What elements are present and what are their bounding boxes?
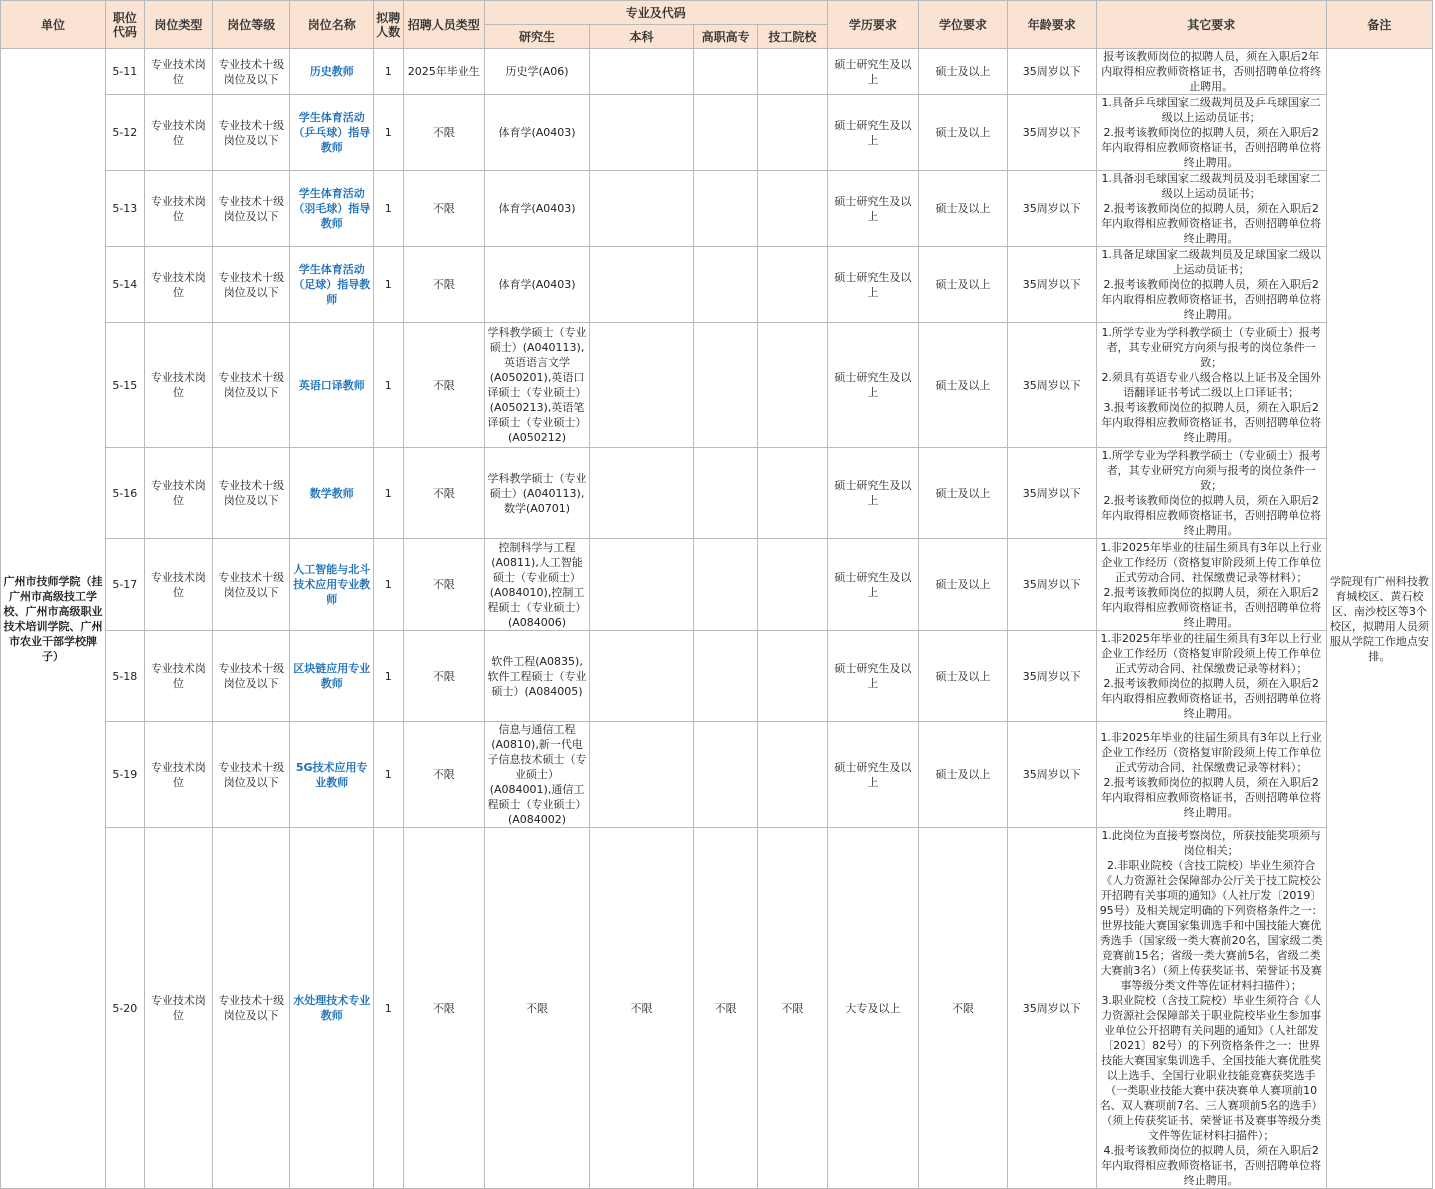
post-level: 专业技术十级岗位及以下 — [212, 247, 289, 323]
education: 硕士研究生及以上 — [827, 323, 919, 448]
degree: 不限 — [919, 828, 1008, 1189]
recruit-type: 不限 — [403, 539, 485, 631]
header-post-name: 岗位名称 — [290, 1, 374, 49]
age: 35周岁以下 — [1007, 539, 1096, 631]
technical-major — [758, 539, 827, 631]
post-code: 5-20 — [105, 828, 144, 1189]
grad-major: 信息与通信工程(A0810),新一代电子信息技术硕士（专业硕士）(A084001),通信工程硕士（专业硕士）(A084002) — [485, 722, 590, 828]
post-type: 专业技术岗位 — [144, 539, 212, 631]
recruit-type: 不限 — [403, 631, 485, 722]
table-row — [1, 323, 1433, 448]
header-age: 年龄要求 — [1007, 1, 1096, 49]
grad-major: 控制科学与工程(A0811),人工智能硕士（专业硕士）(A084010),控制工程硕士（专业硕士）(A084006) — [485, 539, 590, 631]
education: 大专及以上 — [827, 828, 919, 1189]
undergrad-major — [590, 323, 694, 448]
age: 35周岁以下 — [1007, 323, 1096, 448]
grad-major: 体育学(A0403) — [485, 171, 590, 247]
education: 硕士研究生及以上 — [827, 171, 919, 247]
technical-major — [758, 95, 827, 171]
vocational-major — [693, 49, 757, 95]
post-name: 5G技术应用专业教师 — [290, 722, 374, 828]
technical-major — [758, 323, 827, 448]
post-code: 5-11 — [105, 49, 144, 95]
technical-major — [758, 49, 827, 95]
post-name: 英语口译教师 — [290, 323, 374, 448]
post-code: 5-15 — [105, 323, 144, 448]
other-requirements: 报考该教师岗位的拟聘人员，须在入职后2年内取得相应教师资格证书，否则招聘单位将终止聘用。 — [1096, 49, 1326, 95]
education: 硕士研究生及以上 — [827, 247, 919, 323]
count: 1 — [373, 95, 403, 171]
post-type: 专业技术岗位 — [144, 323, 212, 448]
degree: 硕士及以上 — [919, 323, 1008, 448]
technical-major: 不限 — [758, 828, 827, 1189]
post-type: 专业技术岗位 — [144, 247, 212, 323]
header-degree: 学位要求 — [919, 1, 1008, 49]
count: 1 — [373, 828, 403, 1189]
vocational-major: 不限 — [693, 828, 757, 1189]
post-level: 专业技术十级岗位及以下 — [212, 539, 289, 631]
header-vocational: 高职高专 — [693, 25, 757, 49]
technical-major — [758, 448, 827, 539]
post-name: 历史教师 — [290, 49, 374, 95]
education: 硕士研究生及以上 — [827, 448, 919, 539]
recruit-type: 不限 — [403, 171, 485, 247]
post-level: 专业技术十级岗位及以下 — [212, 631, 289, 722]
table-row — [1, 171, 1433, 247]
vocational-major — [693, 722, 757, 828]
recruit-type: 不限 — [403, 448, 485, 539]
post-code: 5-19 — [105, 722, 144, 828]
post-name: 水处理技术专业教师 — [290, 828, 374, 1189]
table-row — [1, 828, 1433, 1189]
count: 1 — [373, 247, 403, 323]
table-row — [1, 247, 1433, 323]
remark: 学院现有广州科技教育城校区、黄石校区、南沙校区等3个校区，拟聘用人员须服从学院工作地点安排。 — [1326, 49, 1432, 1189]
recruit-type: 2025年毕业生 — [403, 49, 485, 95]
header-count: 拟聘人数 — [373, 1, 403, 49]
post-name: 学生体育活动（乒乓球）指导教师 — [290, 95, 374, 171]
undergrad-major — [590, 95, 694, 171]
count: 1 — [373, 631, 403, 722]
post-code: 5-17 — [105, 539, 144, 631]
age: 35周岁以下 — [1007, 448, 1096, 539]
header-grad: 研究生 — [485, 25, 590, 49]
undergrad-major — [590, 631, 694, 722]
recruit-type: 不限 — [403, 828, 485, 1189]
count: 1 — [373, 323, 403, 448]
post-name: 区块链应用专业教师 — [290, 631, 374, 722]
age: 35周岁以下 — [1007, 171, 1096, 247]
age: 35周岁以下 — [1007, 49, 1096, 95]
post-level: 专业技术十级岗位及以下 — [212, 448, 289, 539]
other-requirements: 1.所学专业为学科教学硕士（专业硕士）报考者，其专业研究方向须与报考的岗位条件一致； 2.报考该教师岗位的拟聘人员，须在入职后2年内取得相应教师资格证书，否则招聘单位将终止聘用。 — [1096, 448, 1326, 539]
post-name: 学生体育活动（足球）指导教师 — [290, 247, 374, 323]
post-type: 专业技术岗位 — [144, 722, 212, 828]
age: 35周岁以下 — [1007, 828, 1096, 1189]
degree: 硕士及以上 — [919, 631, 1008, 722]
age: 35周岁以下 — [1007, 95, 1096, 171]
undergrad-major — [590, 539, 694, 631]
education: 硕士研究生及以上 — [827, 95, 919, 171]
header-unit: 单位 — [1, 1, 106, 49]
undergrad-major — [590, 722, 694, 828]
header-post-type: 岗位类型 — [144, 1, 212, 49]
other-requirements: 1.具备羽毛球国家二级裁判员及羽毛球国家二级以上运动员证书； 2.报考该教师岗位的拟聘人员，须在入职后2年内取得相应教师资格证书，否则招聘单位将终止聘用。 — [1096, 171, 1326, 247]
post-level: 专业技术十级岗位及以下 — [212, 323, 289, 448]
count: 1 — [373, 722, 403, 828]
post-type: 专业技术岗位 — [144, 631, 212, 722]
degree: 硕士及以上 — [919, 95, 1008, 171]
vocational-major — [693, 631, 757, 722]
age: 35周岁以下 — [1007, 722, 1096, 828]
degree: 硕士及以上 — [919, 171, 1008, 247]
education: 硕士研究生及以上 — [827, 722, 919, 828]
post-code: 5-16 — [105, 448, 144, 539]
post-type: 专业技术岗位 — [144, 448, 212, 539]
table-row — [1, 722, 1433, 828]
other-requirements: 1.非2025年毕业的往届生须具有3年以上行业企业工作经历（资格复审阶段须上传工作单位正式劳动合同、社保缴费记录等材料）； 2.报考该教师岗位的拟聘人员，须在入职后2年内取得相应教师资格证书，否则招聘单位将终止聘用。 — [1096, 631, 1326, 722]
count: 1 — [373, 171, 403, 247]
recruit-type: 不限 — [403, 722, 485, 828]
post-name: 学生体育活动（羽毛球）指导教师 — [290, 171, 374, 247]
table-body — [1, 49, 1433, 1189]
header-undergrad: 本科 — [590, 25, 694, 49]
grad-major: 软件工程(A0835),软件工程硕士（专业硕士）(A084005) — [485, 631, 590, 722]
grad-major: 学科教学硕士（专业硕士）(A040113),英语语言文学(A050201),英语口译硕士（专业硕士）(A050213),英语笔译硕士（专业硕士）(A050212) — [485, 323, 590, 448]
grad-major: 不限 — [485, 828, 590, 1189]
count: 1 — [373, 448, 403, 539]
header-post-code: 职位代码 — [105, 1, 144, 49]
table-row — [1, 448, 1433, 539]
post-level: 专业技术十级岗位及以下 — [212, 828, 289, 1189]
degree: 硕士及以上 — [919, 448, 1008, 539]
header-technical: 技工院校 — [758, 25, 827, 49]
table-row — [1, 539, 1433, 631]
header-post-level: 岗位等级 — [212, 1, 289, 49]
header-education: 学历要求 — [827, 1, 919, 49]
post-type: 专业技术岗位 — [144, 49, 212, 95]
post-code: 5-12 — [105, 95, 144, 171]
header-other: 其它要求 — [1096, 1, 1326, 49]
post-type: 专业技术岗位 — [144, 828, 212, 1189]
count: 1 — [373, 49, 403, 95]
post-name: 数学教师 — [290, 448, 374, 539]
grad-major: 体育学(A0403) — [485, 247, 590, 323]
other-requirements: 1.此岗位为直接考察岗位，所获技能奖项须与岗位相关； 2.非职业院校（含技工院校）毕业生须符合《人力资源社会保障部办公厅关于技工院校公开招聘有关事项的通知》（人社厅发〔2019〕95号）及相关规定明确的下列资格条件之一：世界技能大赛国家集训选手和中国技能大赛优秀选手（国家级一类大赛前20名，国家级二类竞赛前15名；省级一类大赛前5名，省级二类大赛前3名）（须上传获奖证书、荣誉证书及赛事等级分类文件等佐证材料扫描件）； 3.职业院校（含技工院校）毕业生须符合《人力资源社会保障部关于职业院校毕业生参加事业单位公开招聘有关问题的通知》（人社部发〔2021〕82号）的下列资格条件之一：世界技能大赛国家集训选手、全国技能大赛优胜奖以上选手、全国行业职业技能竞赛获奖选手（一类职业技能大赛中获决赛单人赛项前10名、双人赛项前7名、三人赛项前5名的选手）（须上传获奖证书、荣誉证书及赛事等级分类文件等佐证材料扫描件）； 4.报考该教师岗位的拟聘人员，须在入职后2年内取得相应教师资格证书，否则招聘单位将终止聘用。 — [1096, 828, 1326, 1189]
header-major-group: 专业及代码 — [485, 1, 827, 25]
technical-major — [758, 171, 827, 247]
other-requirements: 1.所学专业为学科教学硕士（专业硕士）报考者，其专业研究方向须与报考的岗位条件一致； 2.须具有英语专业八级合格以上证书及全国外语翻译证书考试二级以上口译证书； 3.报考该教师岗位的拟聘人员，须在入职后2年内取得相应教师资格证书，否则招聘单位将终止聘用。 — [1096, 323, 1326, 448]
technical-major — [758, 631, 827, 722]
post-code: 5-14 — [105, 247, 144, 323]
other-requirements: 1.具备足球国家二级裁判员及足球国家二级以上运动员证书； 2.报考该教师岗位的拟聘人员，须在入职后2年内取得相应教师资格证书，否则招聘单位将终止聘用。 — [1096, 247, 1326, 323]
vocational-major — [693, 539, 757, 631]
degree: 硕士及以上 — [919, 722, 1008, 828]
count: 1 — [373, 539, 403, 631]
other-requirements: 1.非2025年毕业的往届生须具有3年以上行业企业工作经历（资格复审阶段须上传工作单位正式劳动合同、社保缴费记录等材料）； 2.报考该教师岗位的拟聘人员，须在入职后2年内取得相应教师资格证书，否则招聘单位将终止聘用。 — [1096, 539, 1326, 631]
degree: 硕士及以上 — [919, 49, 1008, 95]
undergrad-major: 不限 — [590, 828, 694, 1189]
degree: 硕士及以上 — [919, 247, 1008, 323]
post-name: 人工智能与北斗技术应用专业教师 — [290, 539, 374, 631]
recruit-type: 不限 — [403, 95, 485, 171]
header-remark: 备注 — [1326, 1, 1432, 49]
vocational-major — [693, 95, 757, 171]
post-code: 5-13 — [105, 171, 144, 247]
education: 硕士研究生及以上 — [827, 539, 919, 631]
education: 硕士研究生及以上 — [827, 631, 919, 722]
header-recruit-type: 招聘人员类型 — [403, 1, 485, 49]
undergrad-major — [590, 171, 694, 247]
grad-major: 历史学(A06) — [485, 49, 590, 95]
post-type: 专业技术岗位 — [144, 171, 212, 247]
post-type: 专业技术岗位 — [144, 95, 212, 171]
grad-major: 体育学(A0403) — [485, 95, 590, 171]
vocational-major — [693, 171, 757, 247]
grad-major: 学科教学硕士（专业硕士）(A040113),数学(A0701) — [485, 448, 590, 539]
technical-major — [758, 247, 827, 323]
age: 35周岁以下 — [1007, 247, 1096, 323]
undergrad-major — [590, 247, 694, 323]
post-code: 5-18 — [105, 631, 144, 722]
undergrad-major — [590, 448, 694, 539]
table-row — [1, 95, 1433, 171]
post-level: 专业技术十级岗位及以下 — [212, 171, 289, 247]
education: 硕士研究生及以上 — [827, 49, 919, 95]
vocational-major — [693, 247, 757, 323]
recruit-type: 不限 — [403, 323, 485, 448]
recruit-type: 不限 — [403, 247, 485, 323]
vocational-major — [693, 323, 757, 448]
technical-major — [758, 722, 827, 828]
unit-name: 广州市技师学院（挂广州市高级技工学校、广州市高级职业技术培训学院、广州市农业干部学校牌子） — [1, 49, 106, 1189]
degree: 硕士及以上 — [919, 539, 1008, 631]
post-level: 专业技术十级岗位及以下 — [212, 722, 289, 828]
post-level: 专业技术十级岗位及以下 — [212, 95, 289, 171]
other-requirements: 1.具备乒乓球国家二级裁判员及乒乓球国家二级以上运动员证书； 2.报考该教师岗位的拟聘人员，须在入职后2年内取得相应教师资格证书，否则招聘单位将终止聘用。 — [1096, 95, 1326, 171]
vocational-major — [693, 448, 757, 539]
table-row — [1, 49, 1433, 95]
undergrad-major — [590, 49, 694, 95]
table-row — [1, 631, 1433, 722]
age: 35周岁以下 — [1007, 631, 1096, 722]
other-requirements: 1.非2025年毕业的往届生须具有3年以上行业企业工作经历（资格复审阶段须上传工作单位正式劳动合同、社保缴费记录等材料）； 2.报考该教师岗位的拟聘人员，须在入职后2年内取得相应教师资格证书，否则招聘单位将终止聘用。 — [1096, 722, 1326, 828]
post-level: 专业技术十级岗位及以下 — [212, 49, 289, 95]
